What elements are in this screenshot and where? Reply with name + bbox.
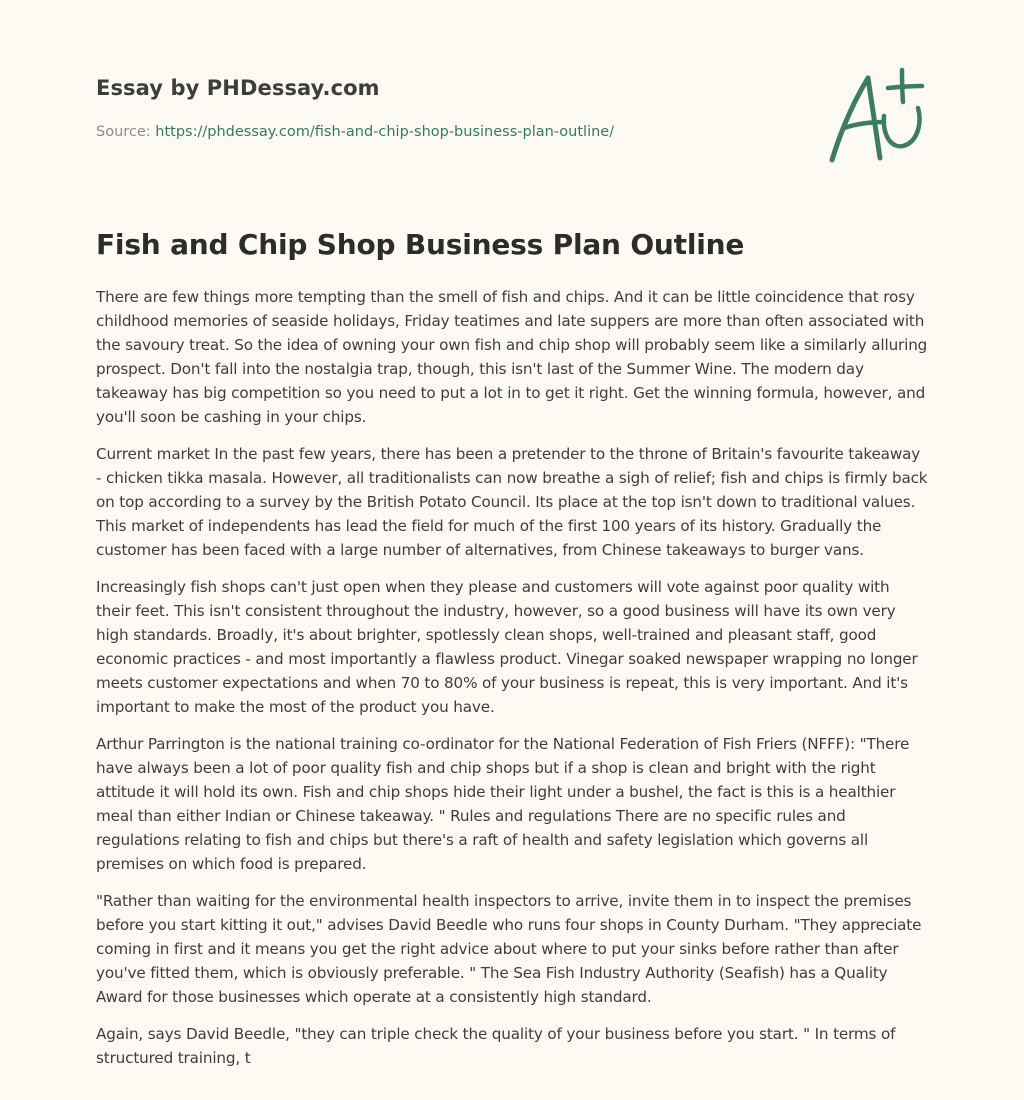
header [96, 0, 928, 200]
source-line [96, 124, 614, 140]
essay-body [96, 285, 928, 1070]
essay-paragraph: There are few things more tempting than the smell of fish and chips. And it can be little coincidence that rosy childhood memories of seaside holidays, Friday teatimes and late suppers are more than often associated with the savoury treat. So the idea of owning your own fish and chip shop will probably seem like a similarly alluring prospect. Don't fall into the nostalgia trap, though, this isn't last of the Summer Wine. The modern day takeaway has big competition so you need to put a lot in to get it right. Get the winning formula, however, and you'll soon be cashing in your chips. [96, 288, 928, 426]
source-link[interactable]: https://phdessay.com/fish-and-chip-shop-business-plan-outline/ [155, 124, 615, 140]
essay-paragraph: Arthur Parrington is the national training co-ordinator for the National Federation of Fish Friers (NFFF): "There have always been a lot of poor quality fish and chip shops but if a shop is clean and bright with the right attitude it will hold its own. Fish and chip shops hide their light under a bushel, the fact is this is a healthier meal than either Indian or Chinese takeaway. " Rules and regulations There are no specific rules and regulations relating to fish and chips but there's a raft of health and safety legislation which governs all premises on which food is prepared. [96, 735, 910, 873]
essay-paragraph: Current market In the past few years, there has been a pretender to the throne of Britain's favourite takeaway - chicken tikka masala. However, all traditionalists can now breathe a sigh of relief; fish and chips is firmly back on top according to a survey by the British Potato Council. Its place at the top isn't down to traditional values. This market of independents has lead the field for much of the first 100 years of its history. Gradually the customer has been faced with a large number of alternatives, from Chinese takeaways to burger vans. [96, 445, 928, 559]
essay-paragraph: Increasingly fish shops can't just open when they please and customers will vote against poor quality with their feet. This isn't consistent throughout the industry, however, so a good business will have its own very high standards. Broadly, it's about brighter, spotlessly clean shops, well-trained and pleasant staff, good economic practices - and most importantly a flawless product. Vinegar soaked newspaper wrapping no longer meets customer expectations and when 70 to 80% of your business is repeat, this is very important. And it's important to make the most of the product you have. [96, 578, 918, 716]
a-plus-logo-icon [818, 64, 928, 168]
source-label: Source: [96, 124, 156, 140]
essay-paragraph: Again, says David Beedle, "they can triple check the quality of your business before you start. " In terms of structured training, t [96, 1025, 896, 1067]
essay-paragraph: "Rather than waiting for the environmental health inspectors to arrive, invite them in to inspect the premises before you start kitting it out," advises David Beedle who runs four shops in County Durham. "They appreciate coming in first and it means you get the right advice about where to put your sinks before rather than after you've fitted them, which is obviously preferable. " The Sea Fish Industry Authority (Seafish) has a Quality Award for those businesses which operate at a consistently high standard. [96, 892, 922, 1006]
site-title: Essay by PHDessay.com [96, 76, 380, 100]
essay-title: Fish and Chip Shop Business Plan Outline [96, 228, 745, 261]
